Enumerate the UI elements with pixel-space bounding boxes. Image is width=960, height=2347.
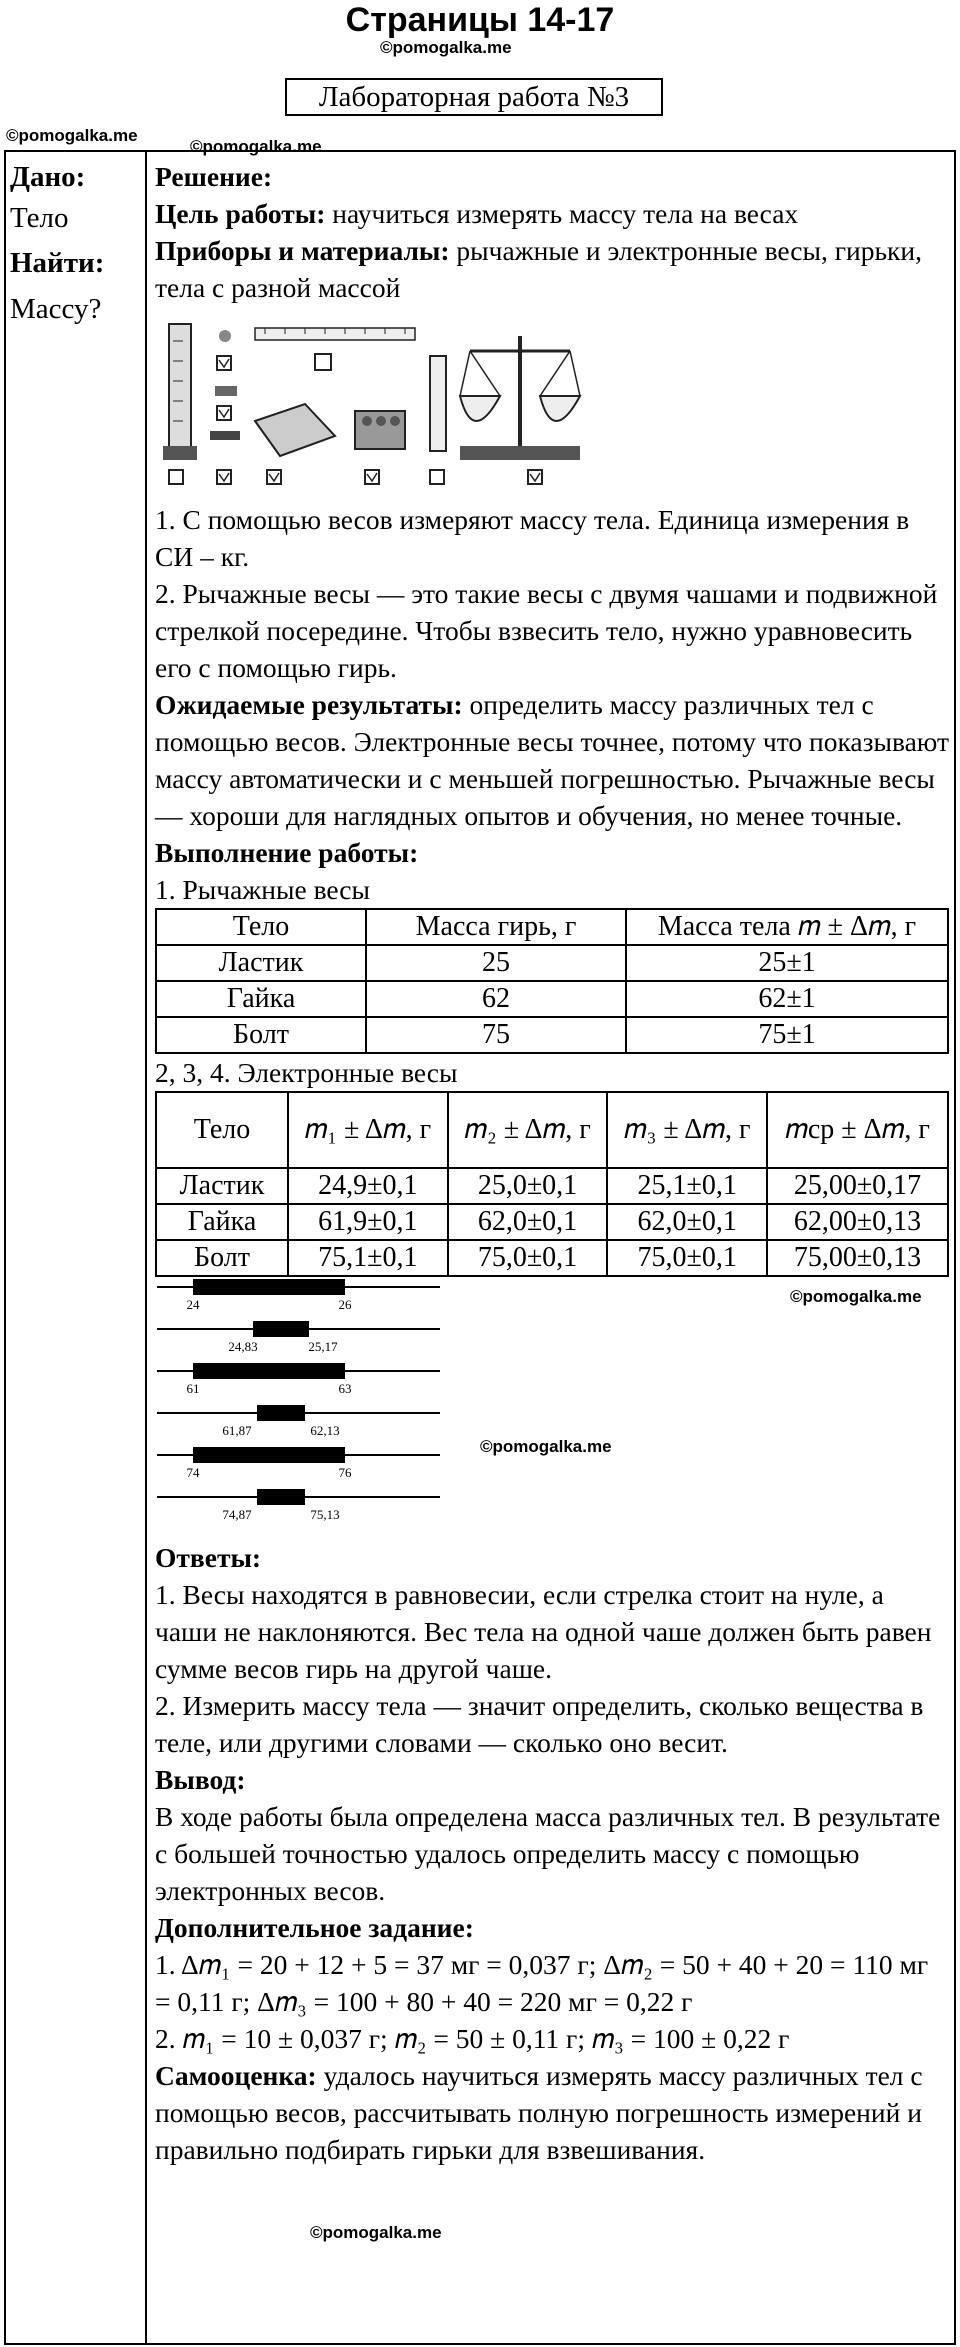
table-header-cell: 𝑚₃ ± Δ𝑚, г (607, 1092, 767, 1168)
materials-paragraph (155, 232, 950, 306)
materials-text: рычажные и электронные весы, гирьки, тела с разной массой (155, 235, 922, 303)
table-cell: Ластик (156, 1168, 288, 1204)
watermark: ©pomogalka.me (190, 137, 322, 156)
table-cell: 75 (366, 1017, 626, 1053)
table-row (156, 1240, 948, 1276)
table-header-row (156, 1092, 948, 1168)
point-1: 1. С помощью весов измеряют массу тела. Единица измерения в СИ – кг. (155, 504, 910, 572)
watermark: ©pomogalka.me (790, 1287, 922, 1306)
table-header-cell: 𝑚₂ ± Δ𝑚, г (448, 1092, 608, 1168)
watermark: ©pomogalka.me (6, 126, 138, 145)
table-cell: 62 (366, 981, 626, 1017)
goal-paragraph (155, 195, 950, 232)
equipment-illustration (155, 306, 645, 501)
answer-1: 1. Весы находятся в равновесии, если стрелка стоит на нуле, а чаши не наклоняются. Вес тела на одной чаше должен быть равен сумме весов гирь на другой чаше. (155, 1579, 932, 1684)
table-header-cell: 𝑚ср ± Δ𝑚, г (767, 1092, 948, 1168)
table-row (156, 1017, 948, 1053)
table-cell: 25 (366, 945, 626, 981)
interval-group-nut (157, 1363, 440, 1438)
answers-label: Ответы: (155, 1542, 262, 1573)
answer-2: 2. Измерить массу тела — значит определить, сколько вещества в теле, или другими словами — сколько оно весит. (155, 1690, 924, 1758)
execution-label: Выполнение работы: (155, 837, 419, 868)
table-cell: Ластик (156, 945, 366, 981)
interval-group-bolt (157, 1447, 440, 1522)
conclusion-text: В ходе работы была определена масса различных тел. В результате с большей точностью удалось определить массу с помощью электронных весов. (155, 1801, 941, 1906)
table-cell: 75,0±0,1 (448, 1240, 608, 1276)
interval-label: 24 (186, 1297, 200, 1312)
najti-label: Найти: (10, 247, 105, 279)
table-header-cell: Тело (156, 1092, 288, 1168)
interval-label: 75,13 (310, 1507, 340, 1522)
extra-line-1: 1. Δ𝑚₁ = 20 + 12 + 5 = 37 мг = 0,037 г; Δ𝑚₂ = 50 + 40 + 20 = 110 мг = 0,11 г; Δ𝑚₃ = 100 + 80 + 40 = 220 мг = 0,22 г (155, 1949, 929, 2017)
table-cell: 25±1 (626, 945, 948, 981)
table-cell: 75,0±0,1 (607, 1240, 767, 1276)
expected-label: Ожидаемые результаты: (155, 689, 463, 720)
interval-group-eraser (157, 1279, 440, 1354)
table-cell: 62,0±0,1 (607, 1204, 767, 1240)
interval-label: 26 (338, 1297, 352, 1312)
interval-label: 74,87 (222, 1507, 252, 1522)
table-cell: 62,00±0,13 (767, 1204, 948, 1240)
table-header-cell: Масса гирь, г (366, 909, 626, 945)
extra-line-2: 2. 𝑚₁ = 10 ± 0,037 г; 𝑚₂ = 50 ± 0,11 г; 𝑚₃ = 100 ± 0,22 г (155, 2023, 790, 2054)
self-assessment-paragraph (155, 2057, 950, 2168)
interval-label: 25,17 (308, 1339, 338, 1354)
given-column (4, 150, 147, 2345)
table-cell: 75,00±0,13 (767, 1240, 948, 1276)
goal-label: Цель работы: (155, 198, 326, 229)
electronic-table (155, 1091, 949, 1277)
interval-label: 62,13 (310, 1423, 340, 1438)
najti-value: Массу? (10, 293, 102, 325)
dano-label: Дано: (10, 161, 86, 193)
solution-heading: Решение: (155, 161, 273, 192)
lever-table (155, 908, 949, 1054)
expected-paragraph (155, 686, 950, 834)
watermark: ©pomogalka.me (380, 38, 512, 57)
table-row (156, 981, 948, 1017)
table-row (156, 945, 948, 981)
goal-text: научиться измерять массу тела на весах (325, 198, 799, 229)
table-cell: 75,1±0,1 (288, 1240, 448, 1276)
table-cell: 75±1 (626, 1017, 948, 1053)
table-cell: 25,0±0,1 (448, 1168, 608, 1204)
table-header-cell: 𝑚₁ ± Δ𝑚, г (288, 1092, 448, 1168)
interval-label: 74 (186, 1465, 200, 1480)
interval-label: 76 (338, 1465, 352, 1480)
table-row (156, 1204, 948, 1240)
electronic-caption: 2, 3, 4. Электронные весы (155, 1057, 458, 1088)
lab-title: Лабораторная работа №3 (285, 78, 663, 116)
page-title: Страницы 14-17 (345, 1, 615, 39)
table-cell: Гайка (156, 1204, 288, 1240)
self-assessment-label: Самооценка: (155, 2060, 317, 2091)
point-2: 2. Рычажные весы — это такие весы с двумя чашами и подвижной стрелкой посередине. Чтобы взвесить тело, нужно уравновесить его с помощью гирь. (155, 578, 938, 683)
watermark: ©pomogalka.me (480, 1437, 612, 1456)
expected-text: определить массу различных тел с помощью весов. Электронные весы точнее, потому что показывают массу автоматически и с меньшей погрешностью. Рычажные весы — хороши для наглядных опытов и обучения, но менее точные. (155, 689, 949, 831)
lever-caption: 1. Рычажные весы (155, 874, 370, 905)
table-header-cell: Масса тела 𝑚 ± Δ𝑚, г (626, 909, 948, 945)
table-cell: Болт (156, 1017, 366, 1053)
conclusion-label: Вывод: (155, 1764, 246, 1795)
extra-label: Дополнительное задание: (155, 1912, 474, 1943)
table-header-row (156, 909, 948, 945)
table-cell: 25,1±0,1 (607, 1168, 767, 1204)
table-cell: 24,9±0,1 (288, 1168, 448, 1204)
table-cell: 62±1 (626, 981, 948, 1017)
interval-label: 61,87 (222, 1423, 252, 1438)
materials-label: Приборы и материалы: (155, 235, 450, 266)
interval-label: 24,83 (228, 1339, 258, 1354)
table-cell: 25,00±0,17 (767, 1168, 948, 1204)
table-row (156, 1168, 948, 1204)
solution-section (155, 158, 950, 2168)
table-cell: Болт (156, 1240, 288, 1276)
table-header-cell: Тело (156, 909, 366, 945)
watermark: ©pomogalka.me (310, 2223, 442, 2242)
self-assessment-text: удалось научиться измерять массу различных тел с помощью весов, рассчитывать полную погрешность измерений и правильно подбирать гирьки для взвешивания. (155, 2060, 923, 2165)
interval-diagram (155, 1277, 455, 1539)
interval-label: 63 (338, 1381, 352, 1396)
interval-diagram-block (155, 1277, 950, 1539)
table-cell: 61,9±0,1 (288, 1204, 448, 1240)
interval-label: 61 (186, 1381, 200, 1396)
table-cell: Гайка (156, 981, 366, 1017)
dano-value: Тело (10, 202, 69, 234)
table-cell: 62,0±0,1 (448, 1204, 608, 1240)
